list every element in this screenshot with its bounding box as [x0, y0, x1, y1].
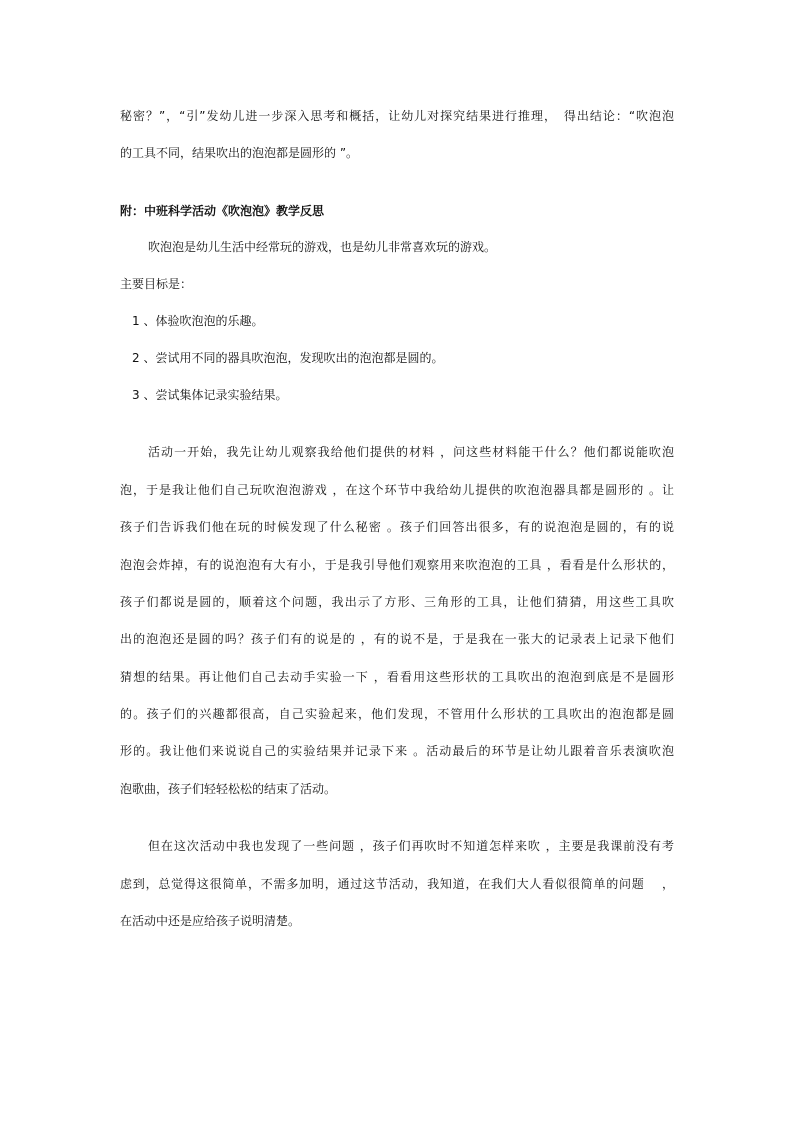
para1-line-6: 出的泡泡还是圆的吗？孩子们有的说是的 ，有的说不是，于是我在一张大的记录表上记录下他们: [120, 632, 674, 646]
goal-item-3: 3 、尝试集体记录实验结果。: [132, 388, 288, 402]
para1-line-3: 孩子们告诉我们他在玩的时候发现了什么秘密 。孩子们回答出很多，有的说泡泡是圆的，有的说: [120, 520, 674, 534]
para1-line-4: 泡泡会炸掉，有的说泡泡有大有小，于是我引导他们观察用来吹泡泡的工具 ，看看是什么形状的，: [120, 558, 674, 572]
para1-line-5: 孩子们都说是圆的，顺着这个问题，我出示了方形、三角形的工具，让他们猜猜，用这些工具吹: [120, 595, 674, 609]
goal-item-1: 1 、体验吹泡泡的乐趣。: [132, 314, 264, 328]
goal-item-2: 2 、尝试用不同的器具吹泡泡，发现吹出的泡泡都是圆的。: [132, 351, 444, 365]
goals-label: 主要目标是：: [120, 277, 193, 291]
para2-line-2: 虑到，总觉得这很简单，不需多加明，通过这节活动，我知道，在我们大人看似很简单的问题 ，: [120, 877, 674, 891]
para1-line-7: 猜想的结果。再让他们自己去动手实验一下 ，看看用这些形状的工具吹出的泡泡到底是不是圆形: [120, 670, 674, 684]
para1-line-1: 活动一开始，我先让幼儿观察我给他们提供的材料 ，问这些材料能干什么？他们都说能吹泡: [148, 445, 674, 459]
intro-line-2: 的工具不同，结果吹出的泡泡都是圆形的 ”。: [120, 146, 359, 160]
lead-paragraph: 吹泡泡是幼儿生活中经常玩的游戏，也是幼儿非常喜欢玩的游戏。: [148, 240, 497, 254]
para1-line-8: 的。孩子们的兴趣都很高，自己实验起来，他们发现，不管用什么形状的工具吹出的泡泡都是圆: [120, 707, 674, 721]
para1-line-9: 形的。我让他们来说说自己的实验结果并记录下来 。活动最后的环节是让幼儿跟着音乐表演吹泡: [120, 744, 674, 758]
para1-line-2: 泡，于是我让他们自己玩吹泡泡游戏 ，在这个环节中我给幼儿提供的吹泡泡器具都是圆形的 。让: [120, 483, 674, 497]
para2-line-3: 在活动中还是应给孩子说明清楚。: [120, 914, 301, 928]
section-heading: 附：中班科学活动《吹泡泡》教学反思: [120, 204, 325, 218]
intro-line-1: 秘密？”，“引”发幼儿进一步深入思考和概括，让幼儿对探究结果进行推理， 得出结论：“吹泡泡: [120, 109, 674, 123]
para1-line-10: 泡歌曲，孩子们轻轻松松的结束了活动。: [120, 782, 337, 796]
para2-line-1: 但在这次活动中我也发现了一些问题 ，孩子们再吹时不知道怎样来吹 ，主要是我课前没有考: [148, 839, 674, 853]
